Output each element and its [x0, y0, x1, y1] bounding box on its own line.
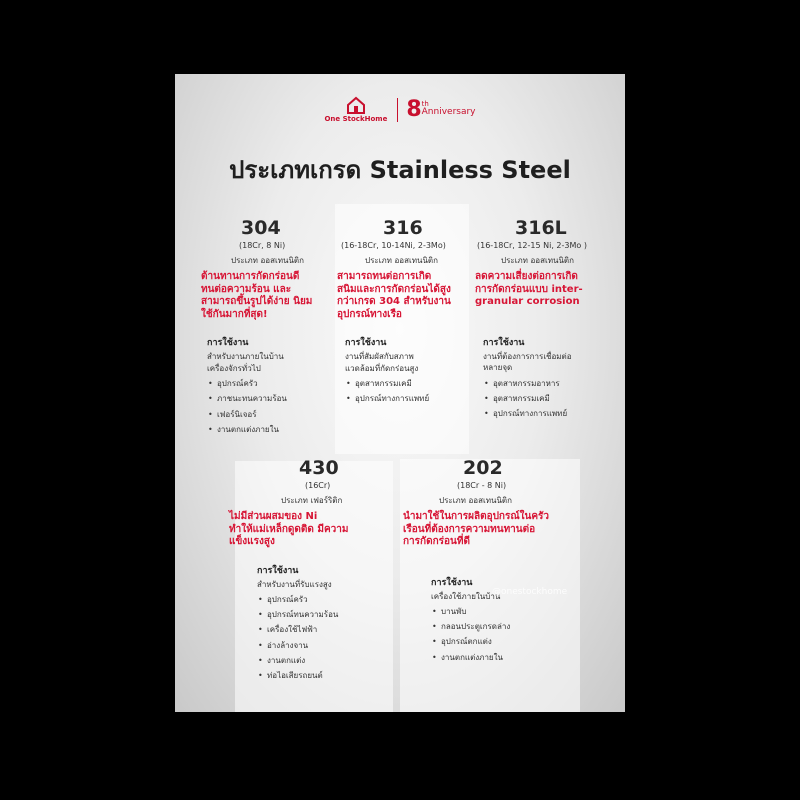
anniversary-number: 8: [406, 96, 422, 122]
usage-heading: การใช้งาน: [483, 337, 525, 348]
list-item: • ภาชนะทนความร้อน: [207, 391, 341, 406]
desc-line: การกัดกร่อนที่ดี: [403, 536, 470, 547]
desc-line: กว่าเกรด 304 สำหรับงาน: [337, 296, 451, 307]
usage-list: [257, 592, 399, 683]
usage-section: [201, 335, 341, 437]
usage-list: [345, 376, 475, 406]
list-item: • บานพับ: [431, 604, 583, 619]
list-item: • อุปกรณ์ตกแต่ง: [431, 634, 583, 649]
desc-line: ทนต่อความร้อน และ: [201, 283, 292, 295]
grade-card-430: [229, 459, 399, 683]
anniversary-suffix: th: [421, 100, 429, 109]
usage-heading: การใช้งาน: [345, 338, 387, 348]
list-item: • อุปกรณ์ทนความร้อน: [257, 607, 399, 622]
grade-card-316l: [475, 219, 623, 421]
grade-card-316: [337, 219, 475, 407]
desc-line: สามารถทนต่อการเกิด: [337, 271, 432, 282]
usage-intro: [345, 351, 475, 374]
anniversary-badge: [406, 96, 476, 122]
anniversary-word: Anniversary: [421, 107, 476, 118]
grade-card-202: [403, 459, 583, 665]
desc-line: แข็งแรงสูง: [229, 536, 275, 547]
desc-line: นำมาใช้ในการผลิตอุปกรณ์ในครัว: [403, 511, 550, 522]
grade-description: [229, 511, 399, 549]
usage-intro-line: งานที่ต้องการการเชื่อมต่อ: [483, 351, 572, 361]
desc-line: อุปกรณ์ทางเรือ: [337, 308, 402, 320]
usage-list: [431, 604, 583, 665]
list-item: • อุตสาหกรรมเคมี: [345, 376, 475, 391]
list-item: • งานตกแต่งภายใน: [431, 650, 583, 665]
list-item: • เฟอร์นิเจอร์: [207, 407, 341, 422]
desc-line: สามารถขึ้นรูปได้ง่าย นิยม: [201, 296, 313, 307]
grade-number: 316L: [515, 217, 567, 239]
brand-name: One StockHome: [324, 115, 388, 123]
grade-composition: (16Cr): [305, 481, 331, 490]
desc-line: granular corrosion: [475, 296, 580, 307]
desc-line: ไม่มีส่วนผสมของ Ni: [229, 511, 318, 522]
usage-list: [483, 376, 623, 422]
usage-heading: การใช้งาน: [207, 338, 249, 348]
brand-logo: [324, 96, 387, 123]
grade-composition: (18Cr, 8 Ni): [239, 241, 286, 250]
desc-line: สนิมและการกัดกร่อนได้สูง: [337, 283, 451, 295]
grade-type: ประเภท ออสเทนนิติก: [439, 496, 512, 505]
list-item: • อุตสาหกรรมเคมี: [483, 391, 623, 406]
usage-intro-line: งานที่สัมผัสกับสภาพ: [345, 352, 414, 361]
usage-intro-line: สำหรับงานภายในบ้าน: [207, 352, 284, 361]
desc-line: ทำให้แม่เหล็กดูดติด มีความ: [229, 523, 349, 535]
list-item: • อุตสาหกรรมอาหาร: [483, 376, 623, 391]
desc-line: ลดความเสี่ยงต่อการเกิด: [475, 271, 578, 282]
usage-intro: [257, 579, 399, 591]
usage-intro-line: เครื่องใช้ภายในบ้าน: [431, 591, 501, 601]
list-item: • กลอนประตูเกรดล่าง: [431, 619, 583, 634]
list-item: • อุปกรณ์ทางการแพทย์: [483, 406, 623, 421]
usage-heading: การใช้งาน: [431, 577, 473, 588]
grade-number: 430: [299, 457, 339, 479]
grade-composition: (18Cr - 8 Ni): [457, 481, 507, 490]
grade-description: [403, 511, 583, 549]
grade-composition: (16-18Cr, 10-14Ni, 2-3Mo): [341, 241, 446, 250]
desc-line: เรือนที่ต้องการความทนทานต่อ: [403, 523, 536, 535]
desc-line: ต้านทานการกัดกร่อนดี: [201, 271, 300, 282]
list-item: • เครื่องใช้ไฟฟ้า: [257, 622, 399, 637]
list-item: • งานตกแต่งภายใน: [207, 422, 341, 437]
usage-section: [475, 335, 623, 422]
desc-line: การกัดกร่อนแบบ inter-: [475, 283, 583, 295]
poster: [175, 74, 625, 712]
grade-number: 304: [241, 217, 281, 239]
grade-description: [337, 271, 475, 321]
grade-type: ประเภท ออสเทนนิติก: [231, 256, 304, 265]
grade-type: ประเภท เฟอร์ริติก: [281, 496, 343, 505]
desc-line: ใช้กันมากที่สุด!: [201, 308, 268, 320]
list-item: • อุปกรณ์ครัว: [257, 592, 399, 607]
brand-header: [175, 96, 625, 123]
list-item: • อ่างล้างจาน: [257, 638, 399, 653]
page-title: ประเภทเกรด Stainless Steel: [229, 156, 571, 184]
list-item: • งานตกแต่ง: [257, 653, 399, 668]
grade-card-304: [201, 219, 341, 437]
grade-number: 202: [463, 457, 503, 479]
list-item: • ท่อไอเสียรถยนต์: [257, 668, 399, 683]
usage-intro-line: สำหรับงานที่รับแรงสูง: [257, 579, 332, 589]
usage-list: [207, 376, 341, 437]
grade-type: ประเภท ออสเทนนิติก: [501, 256, 574, 265]
usage-intro-line: หลายจุด: [483, 363, 513, 373]
grade-description: [201, 271, 341, 321]
grade-composition: (16-18Cr, 12-15 Ni, 2-3Mo ): [477, 241, 587, 250]
usage-intro: [483, 351, 623, 374]
house-icon: [346, 96, 366, 114]
usage-heading: การใช้งาน: [257, 565, 299, 576]
grade-type: ประเภท ออสเทนนิติก: [365, 256, 438, 265]
usage-section: [337, 335, 475, 407]
list-item: • อุปกรณ์ทางการแพทย์: [345, 391, 475, 406]
usage-intro: [207, 351, 341, 374]
usage-intro-line: เครื่องจักรทั่วไป: [207, 363, 261, 373]
grade-number: 316: [383, 217, 423, 239]
list-item: • อุปกรณ์ครัว: [207, 376, 341, 391]
watermark: @onestockhome: [492, 587, 568, 597]
brand-divider: [397, 98, 398, 122]
usage-section: [229, 563, 399, 684]
grade-description: [475, 271, 623, 309]
usage-intro-line: แวดล้อมที่กัดกร่อนสูง: [345, 363, 419, 373]
